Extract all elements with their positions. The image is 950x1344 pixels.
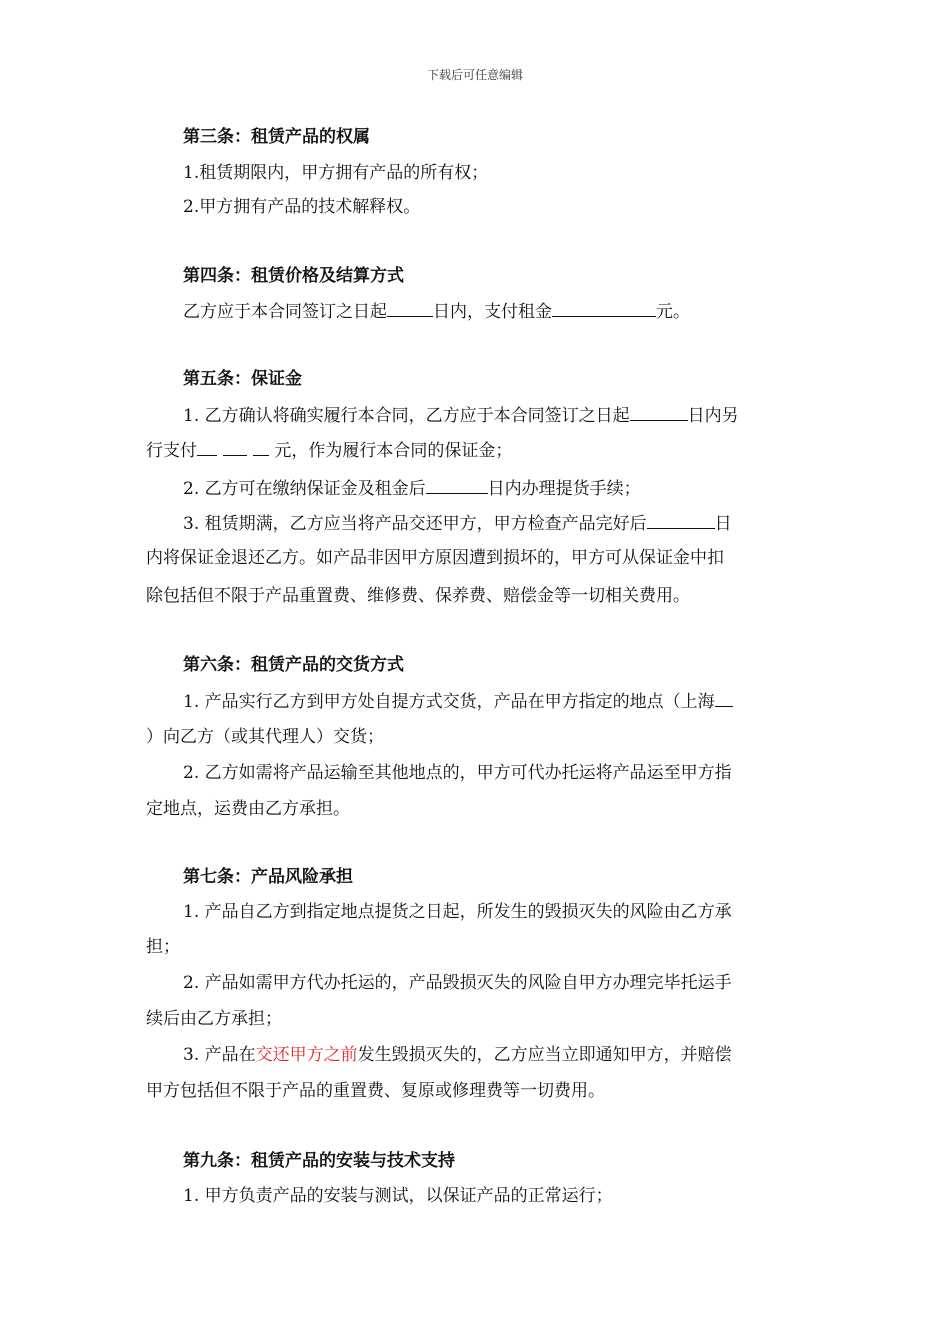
section-5-item-1-text-d: 元，作为履行本合同的保证金； [269,441,513,461]
section-6-item-2: 2. 乙方如需将产品运输至其他地点的，甲方可代办托运将产品运至甲方指 [183,763,732,783]
section-6-item-1-cont: ）向乙方（或其代理人）交货； [146,727,384,747]
section-4-text-a: 乙方应于本合同签订之日起 [183,302,387,322]
section-5-title: 第五条：保证金 [183,369,302,389]
section-3-item-2: 2.甲方拥有产品的技术解释权。 [183,197,421,217]
section-5-item-2 [183,476,641,500]
section-7-item-2-cont: 续后由乙方承担； [146,1009,282,1029]
section-7-item-2: 2. 产品如需甲方代办托运的，产品毁损灭失的风险自甲方办理完毕托运手 [183,973,732,993]
section-5-item-2-text-b: 日内办理提货手续； [487,479,641,499]
deposit-amount-blank-2 [223,438,247,456]
section-9-item-1: 1. 甲方负责产品的安装与测试，以保证产品的正常运行； [183,1186,613,1206]
section-5-item-2-text-a: 2. 乙方可在缴纳保证金及租金后 [183,479,426,499]
section-6-title: 第六条：租赁产品的交货方式 [183,655,404,675]
section-3-title: 第三条：租赁产品的权属 [183,127,370,147]
section-7-item-3 [183,1044,732,1066]
section-6-item-1-text-a: 1. 产品实行乙方到甲方处自提方式交货，产品在甲方指定的地点（上海 [183,692,715,712]
rent-amount-blank [552,299,656,317]
section-7-item-1: 1. 产品自乙方到指定地点提货之日起，所发生的毁损灭失的风险由乙方承 [183,902,732,922]
page-header: 下载后可任意编辑 [426,68,523,82]
section-5-item-3 [183,511,732,535]
section-5-item-1-text-a: 1. 乙方确认将确实履行本合同，乙方应于本合同签订之日起 [183,406,630,426]
section-4-line [183,299,690,323]
section-5-item-1 [183,403,739,427]
section-7-item-1-cont: 担； [146,937,180,957]
section-3-item-1: 1.租赁期限内，甲方拥有产品的所有权； [183,163,489,183]
section-5-item-1-text-c: 行支付 [146,441,197,461]
section-7-title: 第七条：产品风险承担 [183,867,353,887]
section-9-title: 第九条：租赁产品的安装与技术支持 [183,1151,455,1171]
section-5-item-1-text-b: 日内另 [687,406,739,426]
section-4-title: 第四条：租赁价格及结算方式 [183,266,404,286]
section-5-item-3-cont-1: 内将保证金退还乙方。如产品非因甲方原因遭到损坏的，甲方可从保证金中扣 [146,548,724,568]
section-5-item-3-cont-2: 除包括但不限于产品重置费、维修费、保养费、赔偿金等一切相关费用。 [146,586,690,606]
section-5-item-3-text-a: 3. 租赁期满，乙方应当将产品交还甲方，甲方检查产品完好后 [183,514,647,534]
location-blank [715,689,733,707]
section-6-item-1 [183,689,733,713]
section-5-item-3-text-b: 日 [714,514,732,534]
section-7-item-3-text-post: 发生毁损灭失的，乙方应当立即通知甲方，并赔偿 [357,1045,732,1065]
section-4-text-b: 日内，支付租金 [433,302,552,322]
section-7-item-3-cont: 甲方包括但不限于产品的重置费、复原或修理费等一切费用。 [146,1081,605,1101]
section-6-item-2-cont: 定地点，运费由乙方承担。 [146,799,350,819]
section-7-item-3-text-pre: 3. 产品在 [183,1045,256,1065]
deposit-days-blank [630,403,688,421]
highlighted-text: 交还甲方之前 [255,1045,358,1065]
days-blank [387,299,433,317]
pickup-days-blank [426,476,488,494]
refund-days-blank [647,511,715,529]
section-5-item-1-cont [146,438,512,462]
deposit-amount-blank-1 [197,438,217,456]
section-4-text-c: 元。 [656,302,690,322]
deposit-amount-blank-3 [253,438,269,456]
